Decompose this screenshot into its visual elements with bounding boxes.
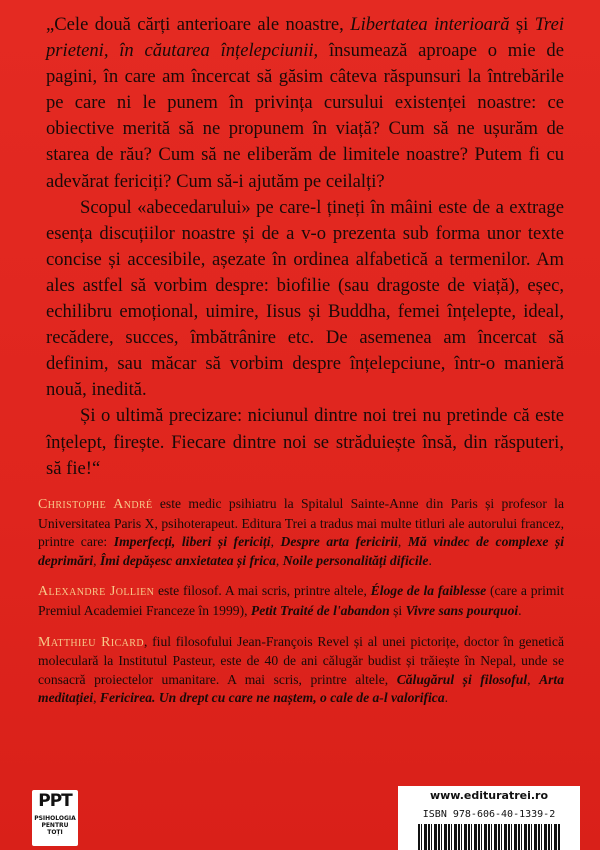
author-name: Alexandre Jollien: [38, 584, 155, 600]
barcode-panel: [398, 786, 580, 850]
book-title: Noile personalități dificile: [282, 552, 429, 568]
author-name: Christophe André: [38, 497, 153, 512]
book-title: Despre arta fericirii: [280, 534, 398, 550]
author-bio: [38, 633, 564, 708]
book-title: Éloge de la faiblesse: [370, 583, 487, 599]
text-run: (care a primit Premiul Academiei Franceze în 1999),: [38, 583, 564, 618]
book-title: Mă vindec de complexe și deprimări: [38, 534, 565, 568]
text-run: „Cele două cărți anterioare ale noastre,: [46, 14, 351, 35]
book-title: Călugărul și filosoful: [396, 671, 528, 687]
text-run: este medic psihiatru la Spitalul Sainte-Anne din Paris și profesor la Universitatea Paris X, psihoterapeut. Editura Trei a tradus mai multe titluri ale autorului francez, printre care:: [38, 496, 564, 550]
blurb-paragraph-1: [46, 12, 564, 195]
text-run: ,: [527, 671, 540, 687]
text-run: , însumează aproape o mie de pagini, în care am încercat să găsim câteva răspunsuri la întrebările pe care ni le punem în privința cursului existenței noastre: ce obiective merită să ne propunem în viață? Cum să ne ușurăm de starea de rău? Cum să ne eliberăm de limitele noastre? Putem fi cu adevărat fericiți? Cum să-i ajutăm pe ceilalți?: [46, 40, 564, 192]
logo-caption: [34, 815, 76, 836]
text-run: .: [444, 690, 449, 706]
author-bio: [38, 495, 564, 570]
publisher-logo: [32, 790, 78, 846]
author-bios: [38, 495, 564, 720]
book-title: Arta meditației: [38, 671, 565, 706]
book-title: Imperfecți, liberi și fericiți: [113, 534, 271, 550]
book-title: Libertatea interioară: [350, 14, 510, 35]
author-bio: [38, 582, 564, 620]
book-title: Trei prieteni, în căutarea înțelepciunii: [46, 14, 564, 62]
text-run: , fiul filosofului Jean-François Revel și al unei pictorițe, doctor în genetică moleculară la Institutul Pasteur, este de 40 de ani călugăr budist și trăiește în Nepal, unde se consacră proiectelor umanitare. A mai scris, printre altele,: [38, 633, 564, 687]
text-run: și: [509, 14, 535, 35]
isbn-text: ISBN 978-606-40-1339-2: [422, 809, 556, 820]
barcode-icon: [418, 824, 560, 850]
book-title: Fericirea. Un drept cu care ne naștem, o cale de a-l valorifica: [99, 690, 445, 706]
publisher-url: www.edituratrei.ro: [429, 789, 549, 802]
book-title: Vivre sans pourquoi: [405, 602, 519, 618]
logo-caption-line: PSIHOLOGIA: [34, 815, 76, 822]
book-title: Îmi depășesc anxietatea și frica: [99, 552, 276, 568]
text-run: .: [428, 552, 432, 568]
text-run: este filosof. A mai scris, printre altele,: [154, 583, 371, 599]
text-run: ,: [397, 534, 408, 550]
text-run: ,: [93, 552, 100, 568]
text-run: și: [389, 602, 406, 618]
author-name: Matthieu Ricard: [38, 634, 144, 650]
logo-caption-line: TOȚI: [47, 829, 63, 836]
book-title: Petit Traité de l'abandon: [250, 602, 390, 618]
blurb-paragraph-2: Scopul «abecedarului» pe care-l țineți în mâini este de a extrage esența discuțiilor noastre și de a v-o prezenta sub forma unor texte concise și accesibile, așezate în ordinea alfabetică a termenilor. Am ales astfel să vorbim despre: biofilie (sau dragoste de viață), eșec, echilibru emoțional, uimire, Iisus și Buddha, femei înțelepte, ideal, recădere, succes, îmbătrânire etc. De asemenea am încercat să definim, sau măcar să vorbim despre înțelepciune, într-o manieră nouă, inedită.: [46, 196, 564, 401]
blurb-paragraph-3: Și o ultimă precizare: niciunul dintre noi trei nu pretinde că este înțelept, firește. Fiecare dintre noi se străduiește însă, din răsputeri, să fie!“: [46, 405, 564, 479]
blurb-text: [46, 12, 564, 482]
logo-mark: PPT: [38, 791, 72, 811]
logo-caption-line: PENTRU: [41, 822, 69, 829]
text-run: .: [518, 602, 522, 618]
text-run: ,: [275, 552, 283, 568]
text-run: ,: [93, 690, 100, 706]
text-run: ,: [270, 534, 281, 550]
